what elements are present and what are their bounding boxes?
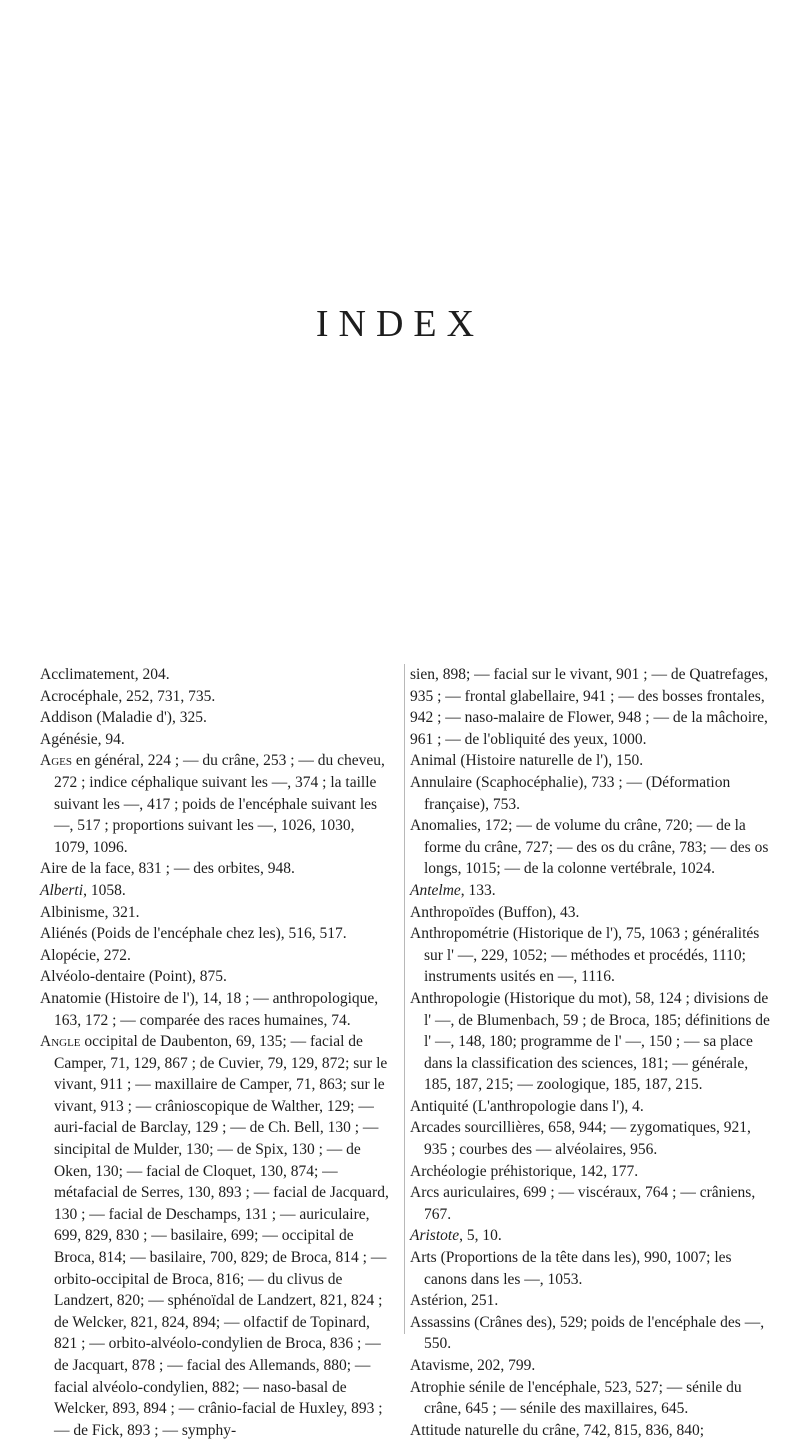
entry-text: , 1058.: [83, 881, 126, 899]
entry-head: Anthropoïdes: [410, 903, 495, 921]
entry-text: (Histoire de l'), 14, 18 ; — anthropologique, 163, 172 ; — comparée des races humaines, 74.: [54, 989, 379, 1029]
index-entry: [410, 772, 774, 815]
index-entry: [40, 686, 393, 708]
entry-head: Antiquité: [410, 1097, 469, 1115]
entry-head: Anomalies: [410, 817, 478, 835]
entry-text: , 321.: [104, 903, 140, 921]
entry-text: (Historique de l'), 75, 1063 ; généralités sur l' —, 229, 1052; — méthodes et procédés, 1110; instruments usités en —, 1116.: [424, 925, 760, 986]
column-divider: [404, 664, 405, 1334]
entry-head: Antelme: [410, 881, 461, 899]
entry-text: sénile de l'encéphale, 523, 527; — sénile du crâne, 645 ; — sénile des maxillaires, 645.: [424, 1378, 742, 1418]
index-entry: [410, 923, 774, 988]
entry-head: Aliénés: [40, 925, 88, 943]
entry-head: Arts: [410, 1249, 437, 1267]
entry-text: , 252, 731, 735.: [118, 687, 216, 705]
entry-text: (Poids de l'encéphale chez les), 516, 517.: [87, 925, 347, 943]
entry-text: (Proportions de la tête dans les), 990, 1007; les canons dans les —, 1053.: [424, 1249, 732, 1288]
entry-text: sourcillières, 658, 944; — zygomatiques, 921, 935 ; courbes des — alvéolaires, 956.: [424, 1119, 751, 1159]
entry-text: (Historique du mot), 58, 124 ; divisions de l' —, de Blumenbach, 59 ; de Broca, 185; définitions de l' —, 148, 180; programme de l' —, 150 ; — sa place dans la classification des sciences, 181; — générale, 185, 187, 215; — zoologique, 185, 187, 215.: [424, 989, 770, 1094]
entry-head: Acrocéphale: [40, 687, 119, 705]
entry-text: de la face, 831 ; — des orbites, 948.: [67, 860, 295, 878]
index-entry: [40, 858, 393, 880]
index-entry: [410, 1312, 774, 1355]
entry-text: sien, 898; — facial sur le vivant, 901 ; — de Quatrefages, 935 ; — frontal glabellaire, 941 ; — des bosses frontales, 942 ; — naso-malaire de Flower, 948 ; — de la mâchoire, 961 ; — de l'obliquité des yeux, 1000.: [410, 666, 769, 748]
index-entry: [410, 1290, 774, 1312]
entry-text: , 5, 10.: [459, 1227, 502, 1245]
entry-text: (Scaphocéphalie), 733 ; — (Déformation française), 753.: [424, 773, 731, 813]
entry-text: occipital de Daubenton, 69, 135; — facial de Camper, 71, 129, 867 ; de Cuvier, 79, 129, 872; sur le vivant, 911 ; — maxillaire de Camper, 71, 863; sur le vivant, 913 ; — crânioscopique de Walther, 129; — auri-facial de Barclay, 129 ; — de Ch. Bell, 130 ; — sincipital de Mulder, 130; — de Spix, 130 ; — de Oken, 130; — facial de Cloquet, 130, 874; — métafacial de Serres, 130, 893 ; — facial de Jacquard, 130 ; — facial de Deschamps, 131 ; — auriculaire, 699, 829, 830 ; — basilaire, 699; — occipital de Broca, 814; — basilaire, 700, 829; de Broca, 814 ; — orbito-occipital de Broca, 816; — du clivus de Landzert, 820; — sphénoïdal de Landzert, 821, 824 ; de Welcker, 821, 824, 894; — olfactif de Topinard, 821 ; — orbito-alvéolo-condylien de Broca, 836 ; — de Jacquart, 878 ; — facial des Allemands, 880; — facial alvéolo-condylien, 882; — naso-basal de Welcker, 893, 894 ; — crânio-facial de Huxley, 893 ; — de Fick, 893 ; — symphy-: [54, 1033, 389, 1439]
index-entry: [40, 750, 393, 858]
entry-head: Arcs: [410, 1184, 440, 1202]
entry-head: Arcades: [410, 1119, 461, 1137]
entry-head: Atavisme: [410, 1357, 470, 1374]
entry-head: Anthropométrie: [410, 925, 510, 943]
entry-head: Acclimatement: [40, 666, 135, 683]
entry-text: (Maladie d'), 325.: [92, 709, 207, 727]
entry-text: , 272.: [95, 946, 131, 964]
entry-text: préhistorique, 142, 177.: [486, 1162, 639, 1180]
index-entry: [40, 729, 393, 751]
entry-text: , 202, 799.: [469, 1357, 536, 1374]
index-entry: [410, 1377, 774, 1420]
entry-text: , 133.: [460, 881, 496, 899]
index-entry: [40, 902, 393, 924]
page-title: INDEX: [315, 303, 485, 345]
entry-head: Annulaire: [410, 773, 472, 791]
entry-text: (Buffon), 43.: [494, 903, 580, 921]
index-entry: [410, 664, 774, 750]
entry-head: Alberti: [40, 881, 84, 899]
index-entry: [410, 1096, 774, 1118]
index-entry: [410, 1247, 774, 1290]
entry-head: Angle: [40, 1033, 81, 1051]
entry-head: Ages: [40, 752, 72, 770]
index-entry: [410, 1117, 774, 1160]
entry-head: Alopécie: [40, 946, 96, 964]
index-entry: [40, 945, 393, 967]
index-entry: [40, 1031, 393, 1441]
index-entry: [40, 707, 393, 729]
entry-head: Agénésie: [40, 730, 98, 748]
index-column-right: [410, 664, 774, 1441]
index-entry: [40, 664, 393, 686]
index-entry: [410, 902, 774, 924]
index-entry: [410, 880, 774, 902]
index-entry: [410, 815, 774, 880]
index-entry: [410, 1161, 774, 1183]
entry-text: (L'anthropologie dans l'), 4.: [468, 1097, 644, 1115]
entry-text: , 204.: [134, 666, 170, 683]
entry-text: en général, 224 ; — du crâne, 253 ; — du cheveu, 272 ; indice céphalique suivant les —, 374 ; la taille suivant les —, 417 ; poids de l'encéphale suivant les —, 517 ; proportions suivant les —, 1026, 1030, 1079, 1096.: [54, 752, 385, 856]
entry-head: Assassins: [410, 1313, 471, 1331]
entry-head: Aire: [40, 860, 68, 878]
index-column-left: [40, 664, 393, 1441]
entry-head: Animal: [410, 752, 457, 770]
entry-head: Attitude: [410, 1421, 461, 1439]
entry-head: Archéologie: [410, 1162, 487, 1180]
entry-head: Aristote: [410, 1227, 460, 1245]
index-entry: [410, 750, 774, 772]
index-entry: [410, 1182, 774, 1225]
index-entry: [40, 988, 393, 1031]
entry-text: , 251.: [463, 1292, 499, 1310]
entry-text: , 172; — de volume du crâne, 720; — de la forme du crâne, 727; — des os du crâne, 783; — des os longs, 1015; — de la colonne vertébrale, 1024.: [424, 817, 769, 878]
entry-head: Alvéolo-dentaire: [40, 968, 146, 986]
index-entry: [410, 1355, 774, 1377]
entry-head: Addison: [40, 709, 93, 727]
entry-head: Atrophie: [410, 1378, 466, 1396]
index-entry: [410, 1420, 774, 1441]
entry-text: , 94.: [97, 730, 125, 748]
entry-head: Albinisme: [40, 903, 105, 921]
entry-text: (Point), 875.: [145, 968, 227, 986]
index-entry: [40, 923, 393, 945]
entry-text: (Histoire naturelle de l'), 150.: [456, 752, 644, 770]
index-entry: [40, 966, 393, 988]
entry-text: auriculaires, 699 ; — viscéraux, 764 ; — crâniens, 767.: [424, 1184, 756, 1223]
entry-text: naturelle du crâne, 742, 815, 836, 840;: [460, 1421, 705, 1439]
entry-head: Anatomie: [40, 989, 102, 1007]
entry-head: Astérion: [410, 1292, 464, 1310]
entry-head: Anthropologie: [410, 989, 501, 1007]
index-entry: [410, 988, 774, 1096]
entry-text: (Crânes des), 529; poids de l'encéphale des —, 550.: [424, 1313, 765, 1353]
index-entry: [410, 1225, 774, 1247]
index-entry: [40, 880, 393, 902]
